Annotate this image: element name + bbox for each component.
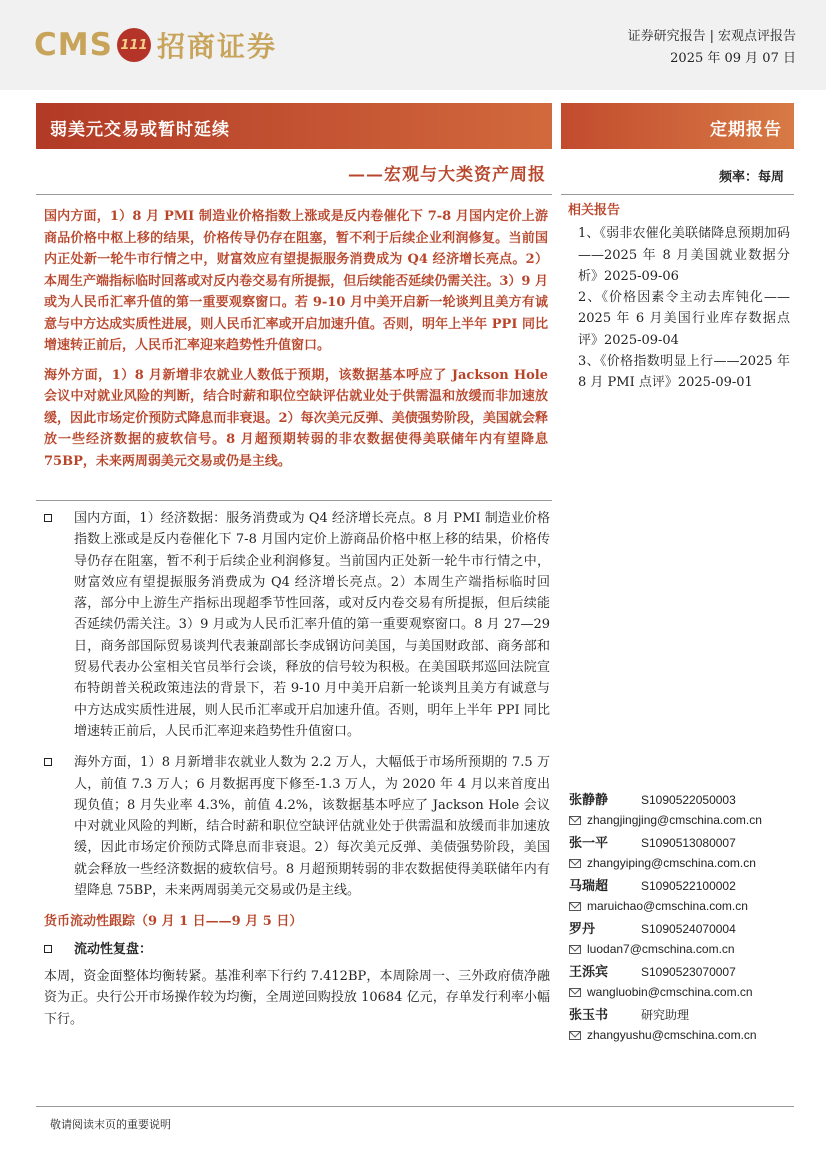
- subsection-heading: [44, 939, 550, 960]
- analyst-email[interactable]: wangluobin@cmschina.com.cn: [587, 985, 753, 999]
- analyst-entry: [569, 832, 793, 873]
- related-item[interactable]: 1、《弱非农催化美联储降息预期加码——2025 年 8 月美国就业数据分析》2025-09-06: [578, 226, 790, 284]
- report-type: 证券研究报告: [627, 29, 706, 44]
- analyst-name: 王泺宾: [569, 965, 609, 980]
- liquidity-paragraph: 本周，资金面整体均衡转紧。基准利率下行约 7.412BP，本周除周一、三外政府债净融资为正。央行公开市场操作较为均衡，全周逆回购投放 10684 亿元，存单发行利率小幅下行。: [44, 968, 550, 1027]
- mail-icon: [569, 945, 581, 954]
- section-heading: 货币流动性跟踪（9 月 1 日——9 月 5 日）: [44, 914, 303, 930]
- analyst-code: S1090522050003: [641, 793, 736, 807]
- subsection-label: 流动性复盘：: [74, 941, 153, 957]
- report-frequency: 频率：每周: [718, 170, 784, 185]
- square-bullet-icon: [44, 758, 52, 766]
- summary-domestic: 国内方面，1）8 月 PMI 制造业价格指数上涨或是反内卷催化下 7-8 月国内定价上游商品价格中枢上移的结果，价格传导仍存在阻塞，暂不利于后续企业利润修复。当前国内正处新一轮牛市行情之中，财富效应有望提振服务消费成为 Q4 经济增长亮点。2）本周生产端指标临时回落或对反内卷交易有所提振，但后续能否延续仍需关注。3）9 月或为人民币汇率升值的第一重要观察窗口。若 9-10 月中美开启新一轮谈判且美方有诚意与中方达成实质性进展，则人民币汇率或开启加速升值。否则，明年上半年 PPI 同比增速转正前后，人民币汇率迎来趋势性升值窗口。: [44, 209, 548, 353]
- analyst-name: 罗丹: [569, 922, 596, 937]
- analyst-code: S1090524070004: [641, 922, 736, 936]
- analyst-name: 张一平: [569, 836, 609, 851]
- company-logo: [34, 22, 277, 68]
- mail-icon: [569, 859, 581, 868]
- analyst-email[interactable]: zhangjingjing@cmschina.com.cn: [587, 813, 762, 827]
- analyst-email[interactable]: zhangyiping@cmschina.com.cn: [587, 856, 756, 870]
- mail-icon: [569, 1031, 581, 1040]
- report-subtitle: ——宏观与大类资产周报: [348, 165, 546, 185]
- bullet-text: 海外方面，1）8 月新增非农就业人数为 2.2 万人，大幅低于市场所预期的 7.5 万人，前值 7.3 万人；6 月数据再度下修至-1.3 万人，为 2020 年 4 月以来首度出现负值；8 月失业率 4.3%，前值 4.2%，该数据基本呼应了 Jackson Hole 会议中对就业风险的判断，结合时薪和职位空缺评估就业处于供需温和放缓而非加速放缓，因此市场定价预防式降息而非衰退。2）每次美元反弹、美债强势阶段，美国就会释放一些经济数据的疲软信号。8 月超预期转弱的非农数据使得美联储年内有望降息 75BP，未来两周弱美元交易或仍是主线。: [74, 755, 550, 899]
- footer-divider: [36, 1106, 794, 1107]
- footer-notice: 敬请阅读末页的重要说明: [50, 1118, 171, 1131]
- report-title: 弱美元交易或暂时延续: [50, 120, 230, 140]
- analyst-entry: [569, 961, 793, 1002]
- analyst-code: S1090522100002: [641, 879, 736, 893]
- analyst-code: S1090513080007: [641, 836, 736, 850]
- divider: [561, 194, 794, 195]
- analyst-email[interactable]: maruichao@cmschina.com.cn: [587, 899, 748, 913]
- analyst-role: 研究助理: [641, 1008, 690, 1022]
- analyst-name: 张玉书: [569, 1008, 609, 1023]
- header-separator: |: [709, 29, 714, 44]
- logo-chinese: 招商证券: [156, 30, 277, 63]
- analyst-code: S1090523070007: [641, 965, 736, 979]
- report-date: 2025 年 09 月 07 日: [670, 51, 796, 66]
- related-item[interactable]: 2、《价格因素令主动去库钝化——2025 年 6 月美国行业库存数据点评》2025-09-04: [578, 290, 790, 348]
- mail-icon: [569, 816, 581, 825]
- analyst-email[interactable]: zhangyushu@cmschina.com.cn: [587, 1028, 757, 1042]
- header-meta: [628, 26, 796, 70]
- report-subtype: 宏观点评报告: [717, 29, 796, 44]
- related-item[interactable]: 3、《价格指数明显上行——2025 年 8 月 PMI 点评》2025-09-01: [578, 354, 790, 391]
- divider: [36, 500, 552, 501]
- bullet-domestic: [44, 508, 550, 742]
- summary-block: [44, 206, 548, 480]
- report-category: [628, 26, 796, 48]
- divider: [36, 194, 552, 195]
- related-heading: 相关报告: [568, 203, 621, 218]
- analyst-entry: [569, 918, 793, 959]
- square-bullet-icon: [44, 945, 52, 953]
- analyst-name: 张静静: [569, 793, 609, 808]
- title-bar: [36, 103, 552, 149]
- main-body: [44, 508, 550, 1030]
- analyst-list: [569, 789, 793, 1047]
- related-reports: [568, 200, 790, 394]
- analyst-entry: [569, 1004, 793, 1045]
- mail-icon: [569, 902, 581, 911]
- analyst-entry: [569, 875, 793, 916]
- analyst-entry: [569, 789, 793, 830]
- summary-overseas: 海外方面，1）8 月新增非农就业人数低于预期，该数据基本呼应了 Jackson Hole 会议中对就业风险的判断，结合时薪和职位空缺评估就业处于供需温和放缓而非加速放缓，因此市场定价预防式降息而非衰退。2）每次美元反弹、美债强势阶段，美国就会释放一些经济数据的疲软信号。8 月超预期转弱的非农数据使得美联储年内有望降息 75BP，未来两周弱美元交易或仍是主线。: [44, 367, 548, 469]
- logo-seal-icon: 111: [117, 28, 151, 62]
- analyst-name: 马瑞超: [569, 879, 609, 894]
- mail-icon: [569, 988, 581, 997]
- bullet-text: 国内方面，1）经济数据：服务消费或为 Q4 经济增长亮点。8 月 PMI 制造业价格指数上涨或是反内卷催化下 7-8 月国内定价上游商品价格中枢上移的结果，价格传导仍存在阻塞，暂不利于后续企业利润修复。当前国内正处新一轮牛市行情之中，财富效应有望提振服务消费成为 Q4 经济增长亮点。2）本周生产端指标临时回落，部分中上游生产指标出现超季节性回落，或对反内卷交易有所提振，但后续能否延续仍需关注。3）9 月或为人民币汇率升值的第一重要观察窗口。8 月 27—29 日，商务部国际贸易谈判代表兼副部长李成钢访问美国，与美国财政部、商务部和贸易代表办公室相关官员举行会谈，释放的信号较为积极。在美国联邦巡回法院宣布特朗普关税政策违法的背景下，若 9-10 月中美开启新一轮谈判且美方有诚意与中方达成实质性进展，则人民币汇率或开启加速升值。否则，明年上半年 PPI 同比增速转正前后，人民币汇率迎来趋势性升值窗口。: [74, 511, 550, 739]
- square-bullet-icon: [44, 514, 52, 522]
- analyst-email[interactable]: luodan7@cmschina.com.cn: [587, 942, 735, 956]
- bullet-overseas: [44, 752, 550, 901]
- logo-latin: CMS: [34, 27, 113, 63]
- tag-bar: [561, 103, 794, 149]
- report-tag: 定期报告: [710, 120, 782, 140]
